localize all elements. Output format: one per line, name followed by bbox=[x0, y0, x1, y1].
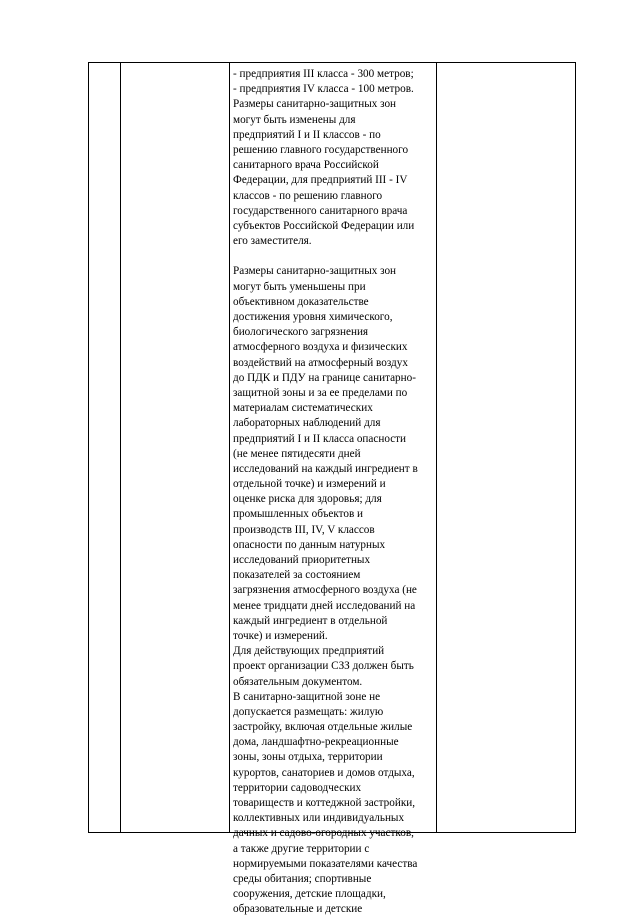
column-divider-2 bbox=[229, 62, 230, 833]
text-line: санитарного врача Российской bbox=[233, 159, 379, 172]
text-line: биологического загрязнения bbox=[233, 326, 369, 339]
text-line: менее тридцати дней исследований на bbox=[233, 599, 416, 612]
text-line: до ПДК и ПДУ на границе санитарно- bbox=[233, 371, 416, 384]
column-divider-1 bbox=[120, 62, 121, 833]
text-line: коллективных или индивидуальных bbox=[233, 812, 405, 825]
text-line: могут быть изменены для bbox=[233, 113, 356, 126]
text-line: Размеры санитарно-защитных зон bbox=[233, 265, 397, 278]
text-line: исследований приоритетных bbox=[233, 554, 371, 566]
text-line: опасности по данным натурных bbox=[233, 538, 386, 551]
text-line: объективном доказательстве bbox=[233, 295, 369, 308]
text-line: исследований на каждый ингредиент в bbox=[233, 462, 418, 475]
text-line: допускается размещать: жилую bbox=[233, 705, 384, 718]
table-left-border bbox=[88, 62, 89, 833]
text-line: среды обитания; спортивные bbox=[233, 872, 372, 885]
text-line: каждый ингредиент в отдельной bbox=[233, 614, 388, 627]
text-line: зоны, зоны отдыха, территории bbox=[233, 751, 383, 764]
text-line: - предприятия III класса - 300 метров; bbox=[233, 68, 414, 80]
table-cell-requirements-text bbox=[233, 67, 438, 918]
text-line: застройку, включая отдельные жилые bbox=[233, 721, 413, 734]
text-line: достижения уровня химического, bbox=[233, 311, 393, 323]
paragraph-1 bbox=[233, 67, 438, 249]
text-line: точке) и измерений. bbox=[233, 629, 328, 642]
text-line: В санитарно-защитной зоне не bbox=[233, 690, 381, 703]
text-line: Для действующих предприятий bbox=[233, 645, 385, 658]
text-line: производств III, IV, V классов bbox=[233, 523, 375, 536]
paragraph-gap bbox=[233, 249, 438, 264]
table-top-border bbox=[88, 62, 576, 63]
text-line: Размеры санитарно-защитных зон bbox=[233, 98, 397, 111]
text-line: (не менее пятидесяти дней bbox=[233, 447, 361, 460]
text-line: Федерации, для предприятий III - IV bbox=[233, 174, 408, 187]
text-line: нормируемыми показателями качества bbox=[233, 857, 418, 870]
text-line: лабораторных наблюдений для bbox=[233, 417, 381, 430]
text-line: предприятий I и II классов - по bbox=[233, 128, 381, 141]
text-line: воздействий на атмосферный воздух bbox=[233, 356, 408, 369]
text-line: решению главного государственного bbox=[233, 143, 409, 156]
text-line: а также другие территории с bbox=[233, 842, 370, 855]
text-line: его заместителя. bbox=[233, 235, 312, 248]
text-line: показателей за состоянием bbox=[233, 569, 361, 582]
text-line: субъектов Российской Федерации или bbox=[233, 219, 415, 232]
text-line: образовательные и детские bbox=[233, 903, 363, 916]
text-line: проект организации СЗЗ должен быть bbox=[233, 660, 414, 673]
text-line: - предприятия IV класса - 100 метров. bbox=[233, 83, 414, 96]
text-line: дома, ландшафтно-рекреационные bbox=[233, 736, 399, 749]
text-line: курортов, санаториев и домов отдыха, bbox=[233, 766, 415, 779]
text-line: атмосферного воздуха и физических bbox=[233, 341, 408, 354]
text-line: предприятий I и II класса опасности bbox=[233, 432, 407, 445]
text-line: классов - по решению главного bbox=[233, 189, 383, 202]
text-line: могут быть уменьшены при bbox=[233, 280, 366, 293]
paragraph-2 bbox=[233, 264, 438, 917]
text-line: сооружения, детские площадки, bbox=[233, 888, 386, 901]
text-line: дачных и садово-огородных участков, bbox=[233, 827, 414, 840]
text-line: промышленных объектов и bbox=[233, 508, 364, 521]
text-line: защитной зоны и за ее пределами по bbox=[233, 386, 408, 399]
text-line: обязательным документом. bbox=[233, 675, 363, 688]
text-line: государственного санитарного врача bbox=[233, 204, 408, 217]
text-line: загрязнения атмосферного воздуха (не bbox=[233, 584, 417, 597]
text-line: материалам систематических bbox=[233, 402, 373, 415]
text-line: оценке риска для здоровья; для bbox=[233, 493, 382, 506]
table-right-border bbox=[575, 62, 576, 833]
text-line: товариществ и коттеджной застройки, bbox=[233, 797, 416, 809]
text-line: территории садоводческих bbox=[233, 781, 362, 794]
text-line: отдельной точке) и измерений и bbox=[233, 478, 386, 491]
